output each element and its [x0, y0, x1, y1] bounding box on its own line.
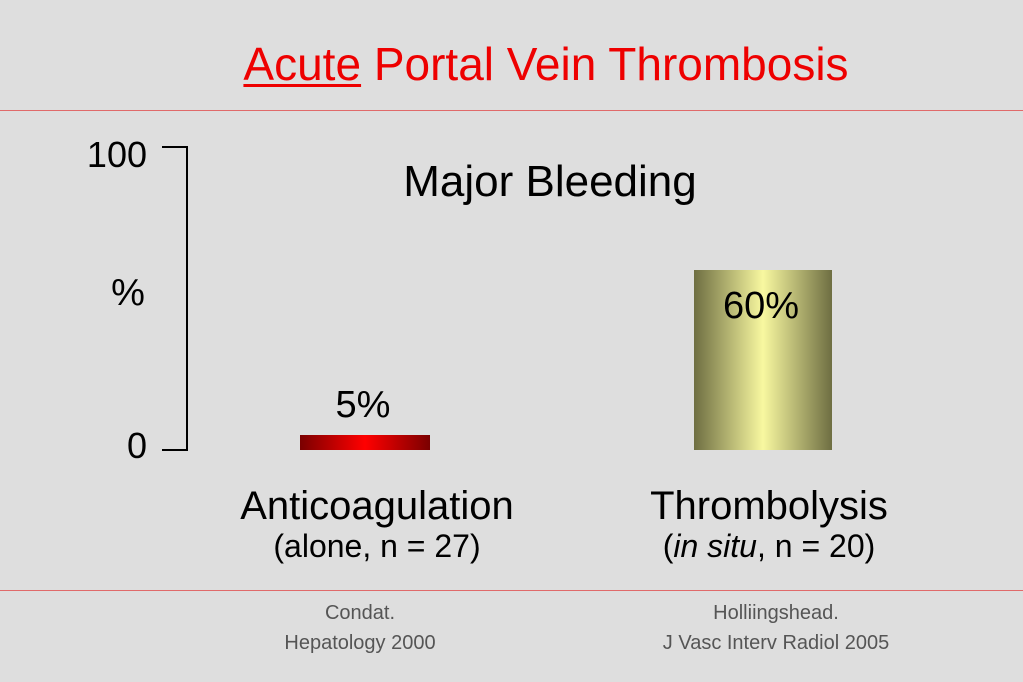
title-rest: Portal Vein Thrombosis: [361, 38, 849, 90]
category-detail: (alone, n = 27): [273, 528, 481, 564]
bar-0: [300, 435, 430, 450]
category-detail: (in situ, n = 20): [662, 528, 876, 564]
category-label-1: [569, 484, 969, 564]
y-tick-max: 100: [86, 134, 147, 175]
source-journal: J Vasc Interv Radiol 2005: [662, 632, 890, 654]
source-journal: Hepatology 2000: [284, 632, 436, 654]
chart-title: Major Bleeding: [403, 157, 697, 206]
source-author: Holliingshead.: [713, 602, 839, 624]
category-name: Thrombolysis: [650, 484, 888, 528]
source-citation-1: [600, 598, 952, 658]
source-citation-0: [210, 598, 510, 658]
source-author: Condat.: [324, 602, 396, 624]
category-label-0: [177, 484, 577, 564]
title-emphasis: Acute: [243, 38, 362, 90]
bar-value-label-1: 60%: [722, 285, 800, 327]
y-tick-min: 0: [126, 425, 147, 466]
y-axis-bracket: [162, 147, 187, 450]
y-axis-label: %: [111, 272, 145, 314]
category-name: Anticoagulation: [240, 484, 514, 528]
bar-value-label-0: 5%: [335, 384, 391, 426]
